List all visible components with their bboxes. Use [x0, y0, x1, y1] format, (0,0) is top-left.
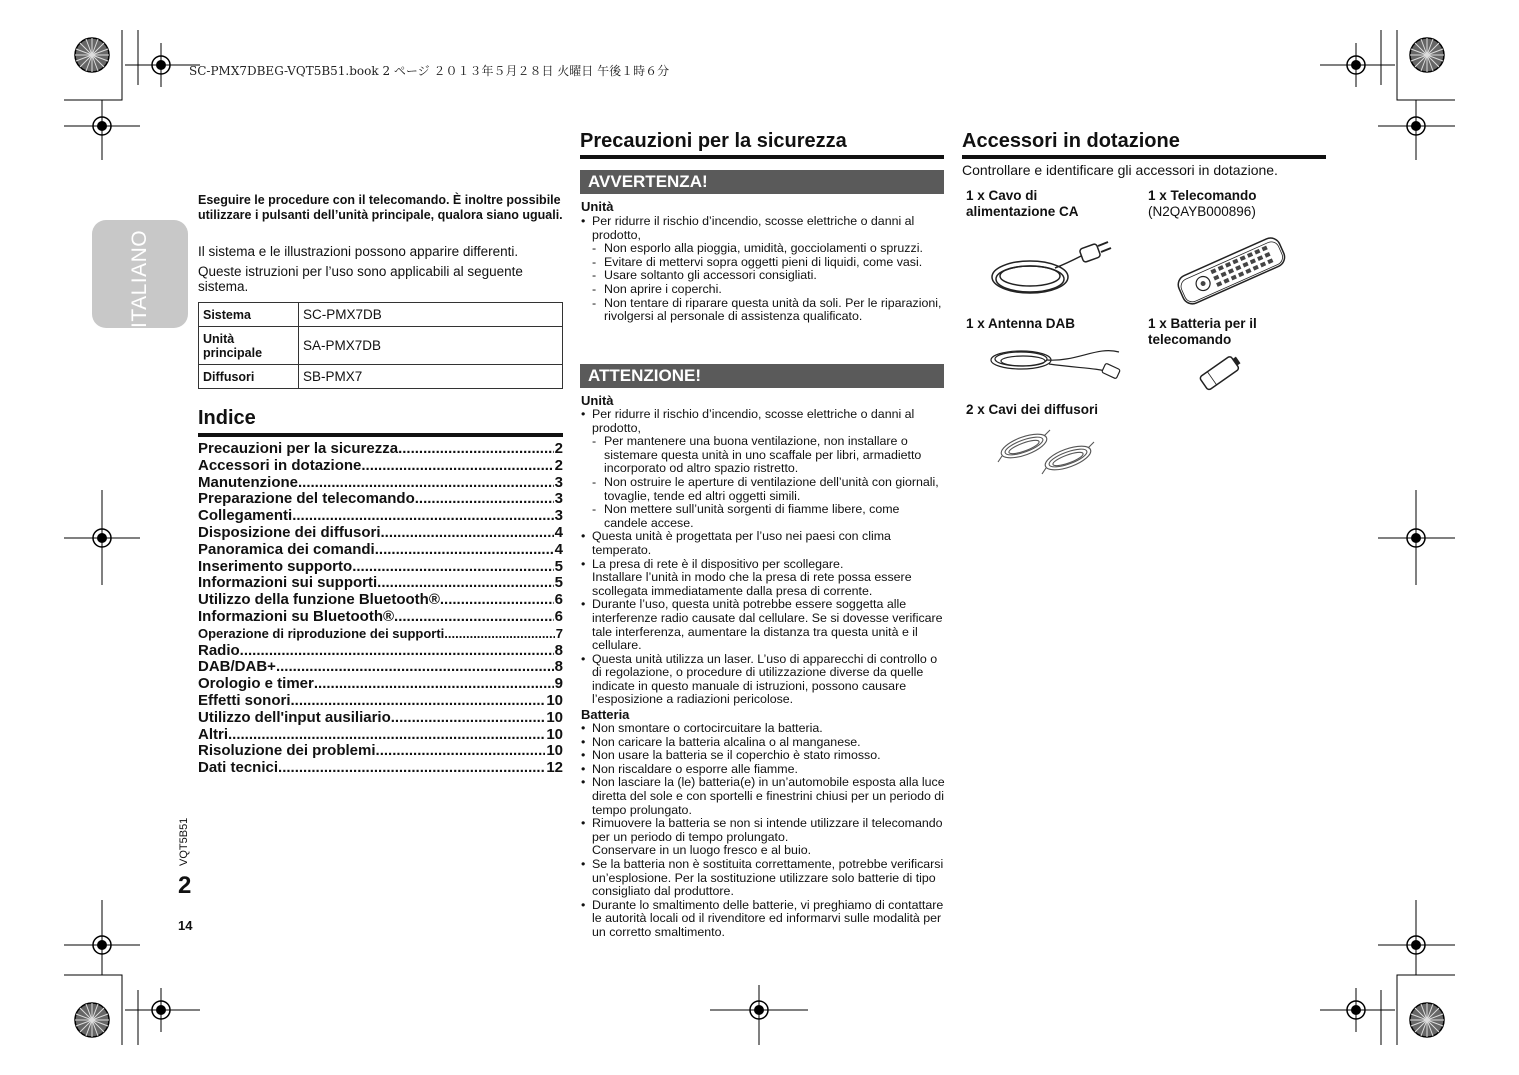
list-item: • Non caricare la batteria alcalina o al manganese. — [581, 736, 945, 750]
table-cell: Sistema — [199, 303, 299, 327]
language-tab — [92, 220, 188, 328]
toc-entry[interactable]: Risoluzione dei problemi ..... 10 — [198, 743, 563, 760]
document-code: VQT5B51 — [178, 817, 190, 866]
dab-antenna-icon — [987, 338, 1127, 390]
intro-paragraph-2: Queste istruzioni per l’uso sono applicabili al seguente sistema. — [198, 264, 523, 294]
remote-control-icon — [1172, 230, 1290, 310]
index-rule — [198, 433, 563, 437]
toc-entry[interactable]: DAB/DAB+ ..... 8 — [198, 659, 563, 676]
list-item: • Non lasciare la (le) batteria(e) in un’automobile esposta alla luce diretta del sole e con sportelli e finestrini chiusi per un periodo di tempo prolungato. — [581, 776, 945, 817]
warning-subhead: Unità — [581, 199, 614, 214]
toc-entry[interactable]: Panoramica dei comandi ..... 4 — [198, 542, 563, 559]
list-item: - Usare soltanto gli accessori consigliati. — [581, 269, 945, 283]
table-cell: Unità principale — [199, 327, 299, 365]
ac-cable-icon — [985, 232, 1113, 302]
list-item: - Non mettere sull’unità sorgenti di fiamme libere, come candele accese. — [581, 503, 945, 530]
page-number: 2 — [178, 872, 192, 899]
caution-subhead: Unità — [581, 393, 614, 408]
list-item-continuation: Installare l’unità in modo che la presa di rete possa essere scollegata immediatamente dalla presa di corrente. — [592, 570, 912, 598]
toc-entry[interactable]: Dati tecnici ..... 12 — [198, 760, 563, 777]
toc-entry[interactable]: Orologio e timer ..... 9 — [198, 676, 563, 693]
page-sub-number: 14 — [178, 918, 193, 933]
toc-entry[interactable]: Preparazione del telecomando ..... 3 — [198, 491, 563, 508]
warning-banner: AVVERTENZA! — [580, 170, 944, 194]
warning-list — [581, 215, 945, 324]
system-table — [198, 302, 563, 389]
toc-entry[interactable]: Inserimento supporto ..... 5 — [198, 559, 563, 576]
list-item: • Per ridurre il rischio d’incendio, scosse elettriche o danni al prodotto, — [581, 408, 945, 435]
intro-paragraph-1: Il sistema e le illustrazioni possono apparire differenti. — [198, 244, 519, 259]
toc-entry[interactable]: Informazioni sui supporti ..... 5 — [198, 575, 563, 592]
toc-entry[interactable]: Radio ..... 8 — [198, 643, 563, 660]
toc-entry[interactable]: Effetti sonori ..... 10 — [198, 693, 563, 710]
caution-banner: ATTENZIONE! — [580, 364, 944, 388]
table-cell: Diffusori — [199, 365, 299, 389]
list-item: • Rimuovere la batteria se non si intende utilizzare il telecomando per un periodo di tempo prolungato. — [581, 817, 945, 844]
caution-list — [581, 408, 945, 940]
list-item: • Questa unità è progettata per l’uso nei paesi con clima temperato. — [581, 530, 945, 557]
battery-subhead: Batteria — [581, 707, 630, 723]
battery-icon — [1196, 348, 1246, 396]
list-item: - Non aprire i coperchi. — [581, 283, 945, 297]
accessories-title: Accessori in dotazione — [962, 130, 1180, 152]
table-row — [199, 365, 563, 389]
list-item: • Non usare la batteria se il coperchio è stato rimosso. — [581, 749, 945, 763]
accessories-rule — [962, 155, 1326, 159]
toc-entry[interactable]: Operazione di riproduzione dei supporti ..... 7 — [198, 626, 563, 643]
remote-code: (N2QAYB000896) — [1148, 204, 1256, 219]
safety-rule — [580, 155, 944, 159]
toc-entry[interactable]: Collegamenti ..... 3 — [198, 508, 563, 525]
list-item: - Per mantenere una buona ventilazione, non installare o sistemare questa unità in uno scaffale per libri, armadietto incorporato od altro spazio ristretto. — [581, 435, 945, 476]
table-row — [199, 303, 563, 327]
print-header-line: SC-PMX7DBEG-VQT5B51.book 2 ページ ２０１３年５月２８日 火曜日 午後１時６分 — [189, 64, 670, 78]
list-item: • Durante l’uso, questa unità potrebbe essere soggetta alle interferenze radio causate dal cellulare. Se si dovesse verificare tale interferenza, aumentare la distanza tra questa unità e il cellulare. — [581, 598, 945, 652]
list-item: • Non riscaldare o esporre alle fiamme. — [581, 763, 945, 777]
safety-title: Precauzioni per la sicurezza — [580, 130, 847, 152]
list-item: • La presa di rete è il dispositivo per scollegare. — [581, 558, 945, 572]
list-item: - Evitare di mettervi sopra oggetti pieni di liquidi, come vasi. — [581, 256, 945, 270]
table-cell: SA-PMX7DB — [299, 327, 563, 365]
list-item: • Per ridurre il rischio d’incendio, scosse elettriche o danni al prodotto, — [581, 215, 945, 242]
list-item: - Non tentare di riparare questa unità da soli. Per le riparazioni, rivolgersi al personale di assistenza qualificato. — [581, 297, 945, 324]
list-item: • Se la batteria non è sostituita correttamente, potrebbe verificarsi un’esplosione. Per la sostituzione utilizzare solo batterie di tipo consigliato dal produttore. — [581, 858, 945, 899]
remote-note: Eseguire le procedure con il telecomando. È inoltre possibile utilizzare i pulsanti dell’unità principale, qualora siano uguali. — [198, 193, 563, 222]
list-item: • Questa unità utilizza un laser. L’uso di apparecchi di controllo o di regolazione, o procedure di utilizzazione diverse da quelle indicate in questo manuale di istruzioni, possono causare l’esposizione a radiazioni pericolose. — [581, 653, 945, 707]
table-of-contents — [198, 441, 563, 777]
speaker-cables-icon — [996, 422, 1106, 480]
list-item: • Durante lo smaltimento delle batterie, vi preghiamo di contattare le autorità locali od il rivenditore ed informarvi sulle modalità per un corretto smaltimento. — [581, 899, 945, 940]
remote-label: 1 x Telecomando — [1148, 188, 1257, 203]
accessories-intro: Controllare e identificare gli accessori in dotazione. — [962, 162, 1278, 178]
toc-entry[interactable]: Manutenzione ..... 3 — [198, 475, 563, 492]
table-cell: SC-PMX7DB — [299, 303, 563, 327]
toc-entry[interactable]: Utilizzo della funzione Bluetooth® ..... 6 — [198, 592, 563, 609]
language-tab-label: ITALIANO — [128, 229, 151, 328]
toc-entry[interactable]: Disposizione dei diffusori ..... 4 — [198, 525, 563, 542]
list-item: • Non smontare o cortocircuitare la batteria. — [581, 722, 945, 736]
speaker-cables-label: 2 x Cavi dei diffusori — [966, 402, 1099, 417]
toc-entry[interactable]: Informazioni su Bluetooth® ..... 6 — [198, 609, 563, 626]
toc-entry[interactable]: Utilizzo dell'input ausiliario ..... 10 — [198, 710, 563, 727]
table-cell: SB-PMX7 — [299, 365, 563, 389]
dab-antenna-label: 1 x Antenna DAB — [966, 316, 1076, 331]
toc-entry[interactable]: Precauzioni per la sicurezza ..... 2 — [198, 441, 563, 458]
battery-label: 1 x Batteria per il telecomando — [1148, 316, 1257, 347]
list-item: - Non esporlo alla pioggia, umidità, gocciolamenti o spruzzi. — [581, 242, 945, 256]
table-row — [199, 327, 563, 365]
ac-cable-label: 1 x Cavo di alimentazione CA — [966, 188, 1079, 219]
toc-entry[interactable]: Accessori in dotazione ..... 2 — [198, 458, 563, 475]
list-item: - Non ostruire le aperture di ventilazione dell’unità con giornali, tovaglie, tende ed altri oggetti simili. — [581, 476, 945, 503]
index-title: Indice — [198, 407, 256, 429]
list-item-continuation: Conservare in un luogo fresco e al buio. — [592, 843, 812, 858]
toc-entry[interactable]: Altri ..... 10 — [198, 727, 563, 744]
